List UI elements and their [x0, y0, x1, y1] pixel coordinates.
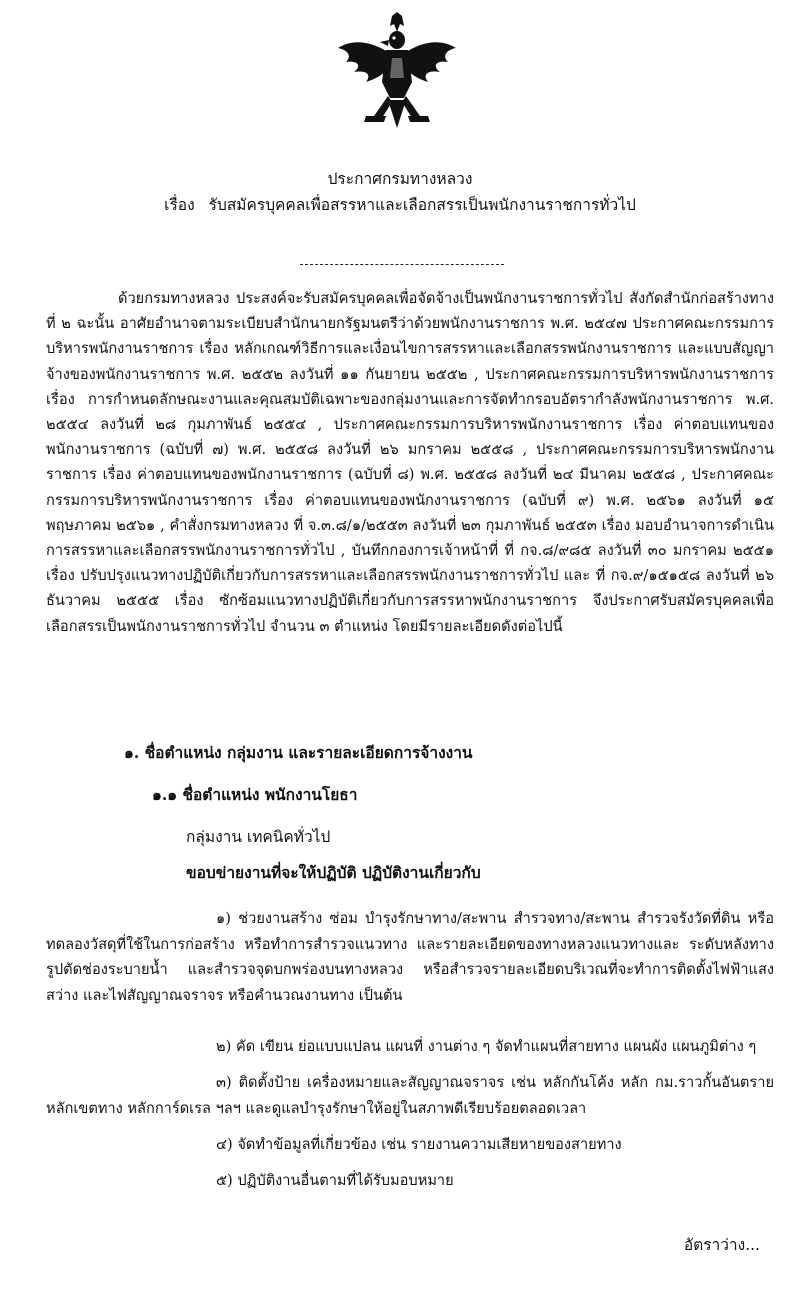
announcement-title: ประกาศกรมทางหลวง — [327, 170, 473, 188]
subject-text: รับสมัครบุคคลเพื่อสรรหาและเลือกสรรเป็นพนักงานราชการทั่วไป — [208, 196, 636, 214]
garuda-emblem-icon — [332, 12, 462, 130]
scope-heading: ขอบข่ายงานที่จะให้ปฏิบัติ ปฏิบัติงานเกี่ยวกับ — [186, 863, 481, 882]
section-heading: ๑. ชื่อตำแหน่ง กลุ่มงาน และรายละเอียดการจ้างงาน — [124, 743, 473, 762]
continuation-note: อัตราว่าง... — [683, 1236, 760, 1254]
duty-item: ๔) จัดทำข้อมูลที่เกี่ยวข้อง เช่น รายงานความเสียหายของสายทาง — [216, 1136, 622, 1153]
duty-item: ๒) คัด เขียน ย่อแบบแปลน แผนที่ งานต่าง ๆ จัดทำแผนที่สายทาง แผนผัง แผนภูมิต่าง ๆ — [216, 1038, 757, 1055]
job-group: กลุ่มงาน เทคนิคทั่วไป — [186, 828, 331, 846]
duty-item: ๕) ปฏิบัติงานอื่นตามที่ได้รับมอบหมาย — [216, 1172, 454, 1189]
duty-item: ๑) ช่วยงานสร้าง ซ่อม บำรุงรักษาทาง/สะพาน สำรวจทาง/สะพาน สำรวจรังวัดที่ดิน หรือทดลองวัสดุที่ใช้ในการก่อสร้าง หรือทำการสำรวจแนวทาง และรายละเอียดของทางหลวงแนวทางและ ระดับหลังทาง รูปตัดช่องระบายน้ำ และสำรวจจุดบกพร่องบนทางหลวง หรือสำรวจรายละเอียดบริเวณที่จะทำการติดตั้งไฟฟ้าแสงสว่าง และไฟสัญญาณจราจร หรือคำนวณงานทาง เป็นต้น — [46, 910, 774, 1004]
announcement-subject — [0, 194, 800, 216]
intro-paragraph: ด้วยกรมทางหลวง ประสงค์จะรับสมัครบุคคลเพื่อจัดจ้างเป็นพนักงานราชการทั่วไป สังกัดสำนักก่อสร้างทางที่ ๒ ฉะนั้น อาศัยอำนาจตามระเบียบสำนักนายกรัฐมนตรีว่าด้วยพนักงานราชการ พ.ศ. ๒๕๔๗ ประกาศคณะกรรมการบริหารพนักงานราชการ เรื่อง หลักเกณฑ์วิธีการและเงื่อนไขการสรรหาและเลือกสรรพนักงานราชการ และแบบสัญญาจ้างของพนักงานราชการ พ.ศ. ๒๕๕๒ ลงวันที่ ๑๑ กันยายน ๒๕๕๒ , ประกาศคณะกรรมการบริหารพนักงานราชการ เรื่อง การกำหนดลักษณะงานและคุณสมบัติเฉพาะของกลุ่มงานและการจัดทำกรอบอัตรากำลังพนักงานราชการ พ.ศ. ๒๕๕๔ ลงวันที่ ๒๘ กุมภาพันธ์ ๒๕๕๔ , ประกาศคณะกรรมการบริหารพนักงานราชการ เรื่อง ค่าตอบแทนของพนักงานราชการ (ฉบับที่ ๗) พ.ศ. ๒๕๕๘ ลงวันที่ ๒๖ มกราคม ๒๕๕๘ , ประกาศคณะกรรมการบริหารพนักงานราชการ เรื่อง ค่าตอบแทนของพนักงานราชการ (ฉบับที่ ๘) พ.ศ. ๒๕๕๘ ลงวันที่ ๒๔ มีนาคม ๒๕๕๘ , ประกาศคณะกรรมการบริหารพนักงานราชการ เรื่อง ค่าตอบแทนของพนักงานราชการ (ฉบับที่ ๙) พ.ศ. ๒๕๖๑ ลงวันที่ ๑๕ พฤษภาคม ๒๕๖๑ , คำสั่งกรมทางหลวง ที่ จ.๓.๘/๑/๒๕๕๓ ลงวันที่ ๒๓ กุมภาพันธ์ ๒๕๕๓ เรื่อง มอบอำนาจการดำเนินการสรรหาและเลือกสรรพนักงานราชการทั่วไป , บันทึกกองการเจ้าหน้าที่ ที่ กจ.๘/๙๘๕ ลงวันที่ ๓๐ มกราคม ๒๕๕๑ เรื่อง ปรับปรุงแนวทางปฏิบัติเกี่ยวกับการสรรหาและเลือกสรรพนักงานราชการทั่วไป และ ที่ กจ.๙/๑๕๑๕๘ ลงวันที่ ๒๖ ธันวาคม ๒๕๕๕ เรื่อง ซักซ้อมแนวทางปฏิบัติเกี่ยวกับการสรรหาพนักงานราชการ จึงประกาศรับสมัครบุคคลเพื่อเลือกสรรเป็นพนักงานราชการทั่วไป จำนวน ๓ ตำแหน่ง โดยมีรายละเอียดดังต่อไปนี้ — [46, 290, 774, 635]
subject-label: เรื่อง — [164, 196, 195, 214]
position-heading: ๑.๑ ชื่อตำแหน่ง พนักงานโยธา — [152, 785, 358, 804]
dashed-divider — [300, 264, 504, 265]
duty-item: ๓) ติดตั้งป้าย เครื่องหมายและสัญญาณจราจร เช่น หลักกันโค้ง หลัก กม.ราวกั้นอันตราย หลักเขตทาง หลักการ์ดเรล ฯลฯ และดูแลบำรุงรักษาให้อยู่ในสภาพดีเรียบร้อยตลอดเวลา — [46, 1074, 774, 1117]
